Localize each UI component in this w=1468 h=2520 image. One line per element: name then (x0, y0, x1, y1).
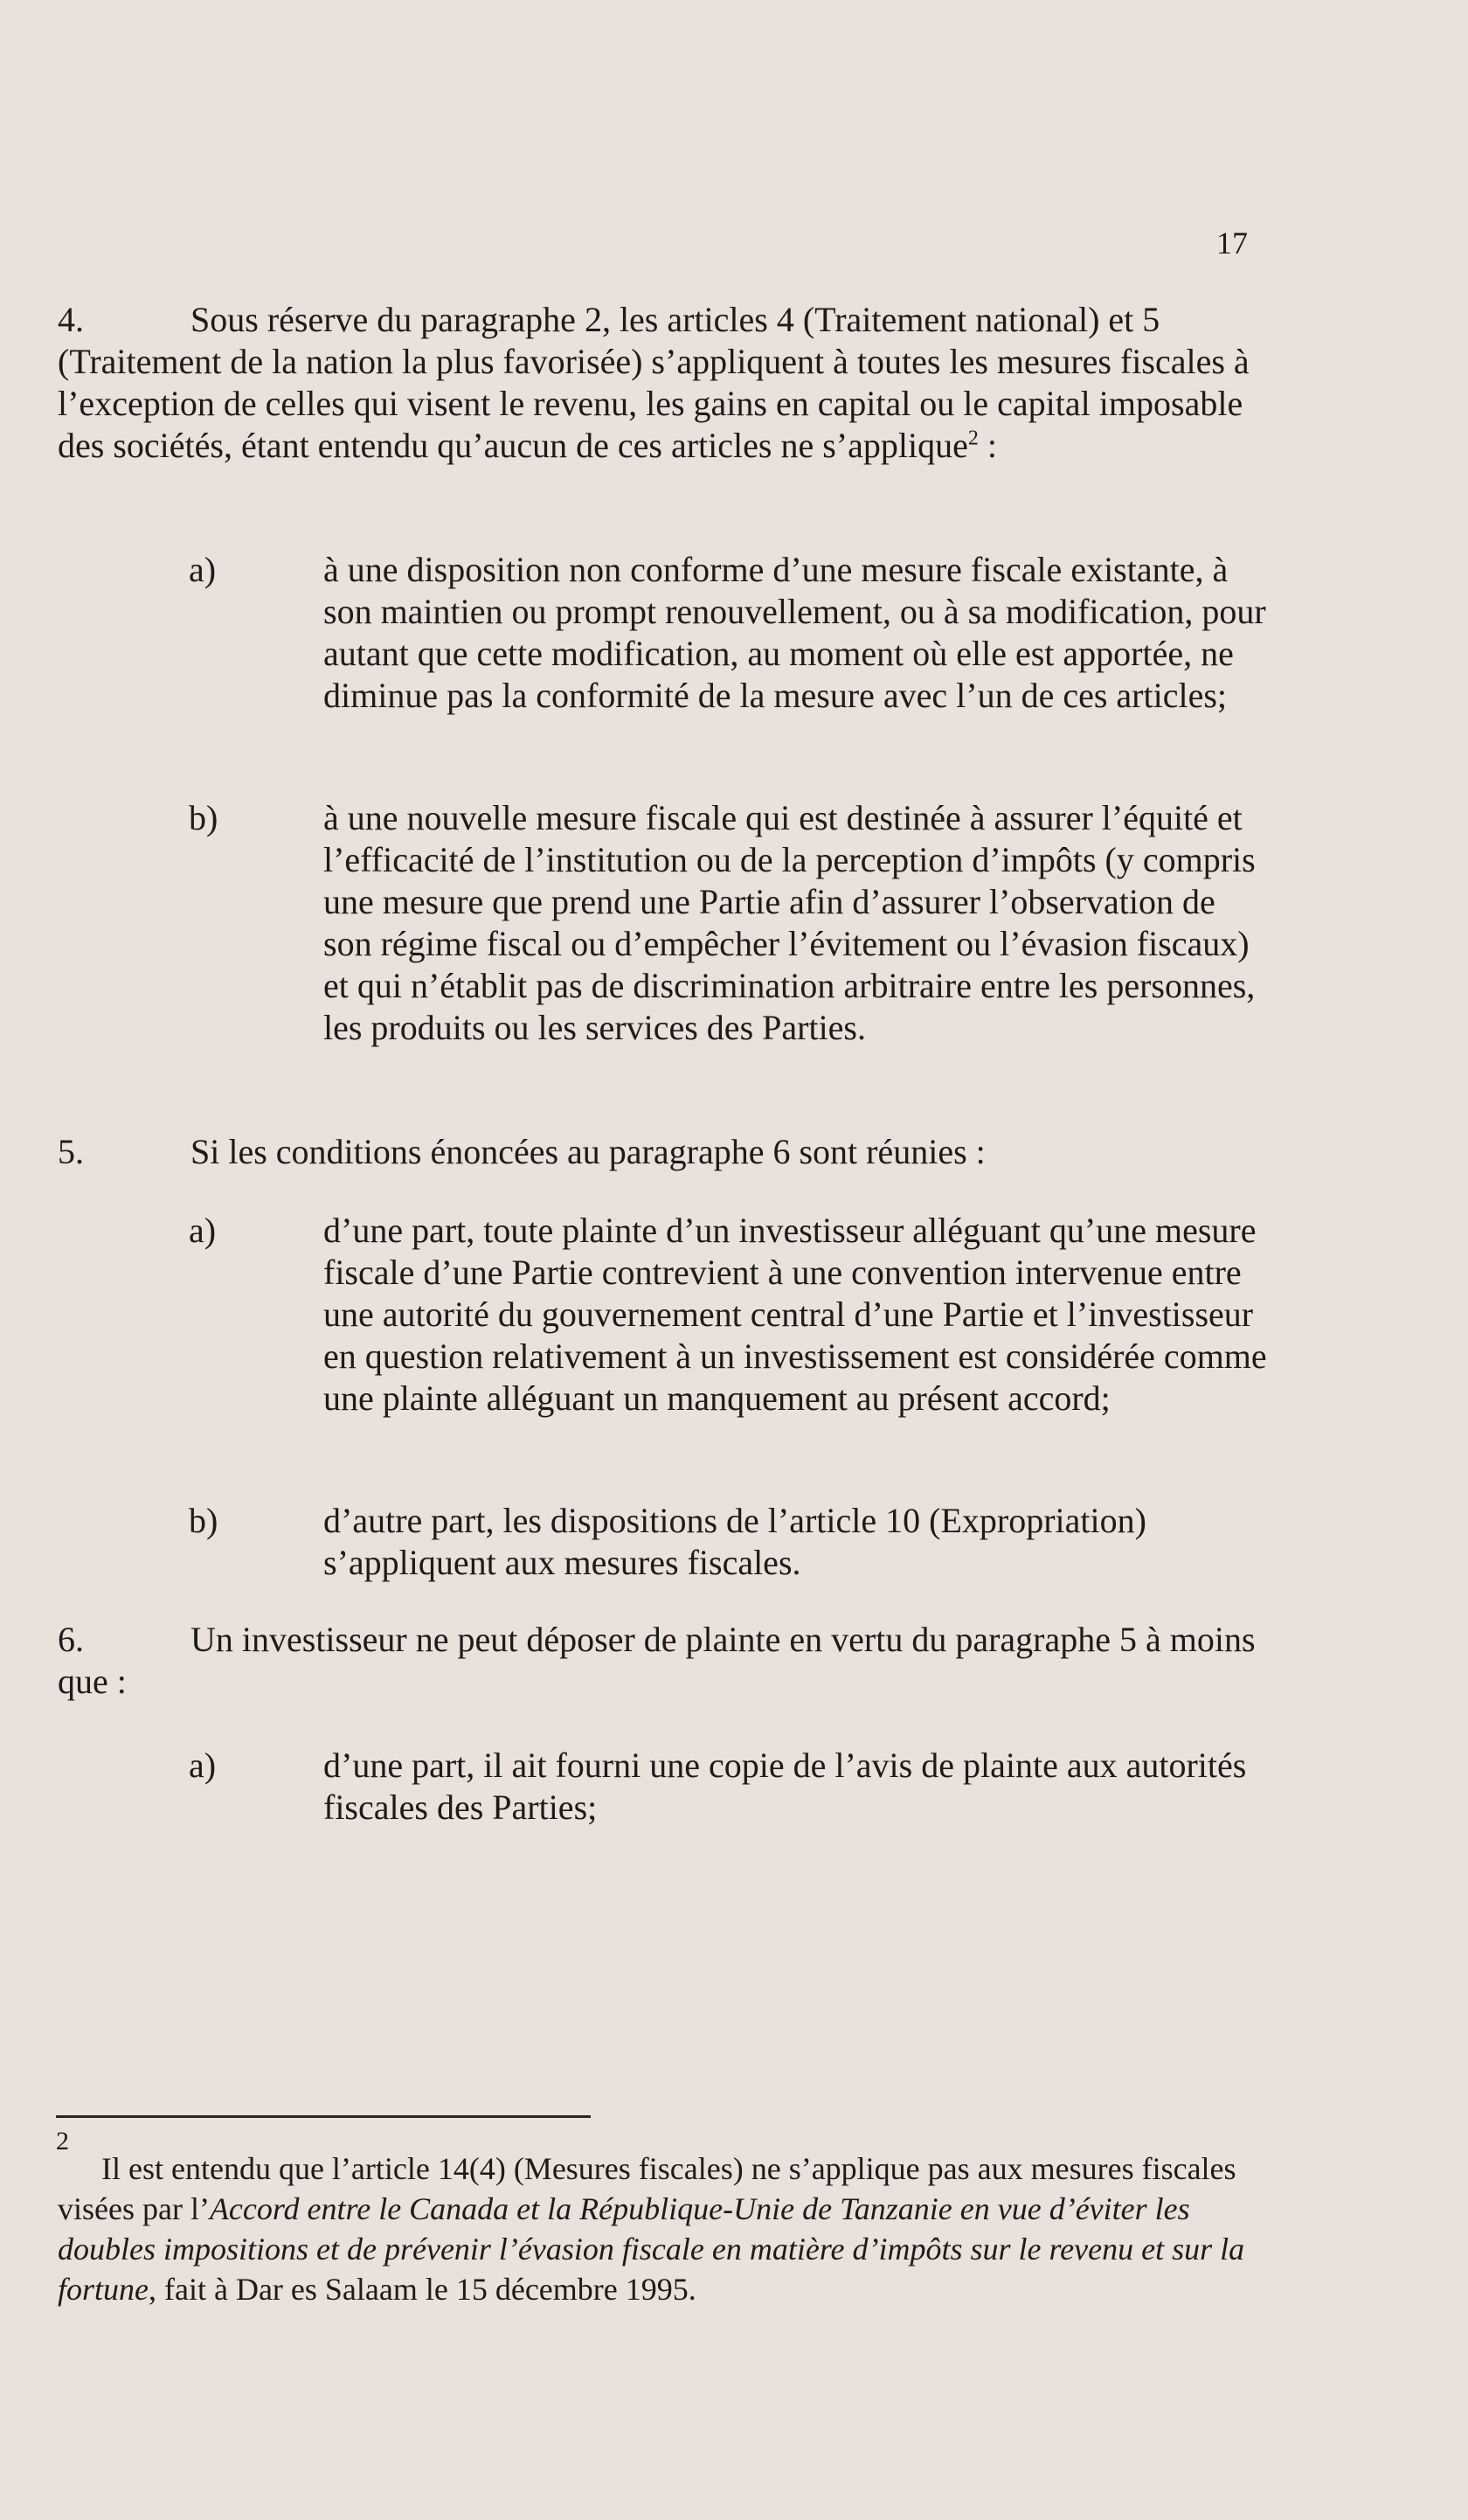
list-item-letter: a) (189, 550, 217, 589)
paragraph-text: Sous réserve du paragraphe 2, les articles 4 (Traitement national) et 5 (Traitement de la nation la plus favorisée) s’appliquent à toutes les mesures fiscales à l’exception de celles qui visent le revenu, les gains en capital ou le capital imposable des sociétés, étant entendu qu’aucun de ces articles ne s’applique (58, 300, 1250, 465)
list-item-letter: a) (189, 1746, 217, 1785)
list-item-text: à une nouvelle mesure fiscale qui est destinée à assurer l’équité et l’efficacité de l’institution ou de la perception d’impôts (y compris une mesure que prend une Partie afin d’assurer l’observation de son régime fiscal ou d’empêcher l’évitement ou l’évasion fiscaux) et qui n’établit pas de discrimination arbitraire entre les personnes, les produits ou les services des Parties. (323, 798, 1256, 1047)
paragraph-6 (58, 1619, 1264, 1703)
paragraph-5 (58, 1131, 1264, 1173)
paragraph-text: Si les conditions énoncées au paragraphe 6 sont réunies : (190, 1132, 986, 1171)
footnote-italic-title: Accord entre le Canada et la République-Unie de Tanzanie en vue d’éviter les doubles impositions et de prévenir l’évasion fiscale en matière d’impôts sur le revenu et sur la fortune (58, 2191, 1245, 2307)
list-item-text: d’autre part, les dispositions de l’article 10 (Expropriation) s’appliquent aux mesures fiscales. (323, 1501, 1146, 1582)
footnote-text-end: , fait à Dar es Salaam le 15 décembre 1995. (149, 2272, 696, 2307)
list-item-text: d’une part, toute plainte d’un investisseur alléguant qu’une mesure fiscale d’une Partie contrevient à une convention intervenue entre une autorité du gouvernement central d’une Partie et l’investisseur en question relativement à un investissement est considérée comme une plainte alléguant un manquement au présent accord; (323, 1211, 1267, 1418)
list-item-letter: a) (189, 1211, 217, 1250)
footnote-reference: 2 (967, 427, 979, 450)
list-item-letter: b) (189, 1501, 218, 1540)
list-item-text: à une disposition non conforme d’une mesure fiscale existante, à son maintien ou prompt renouvellement, ou à sa modification, pour autant que cette modification, au moment où elle est apportée, ne diminue pas la conformité de la mesure avec l’un de ces articles; (323, 550, 1266, 715)
paragraph-text-end: : (978, 426, 997, 465)
footnote-separator (56, 2115, 591, 2118)
list-item (189, 549, 1272, 717)
paragraph-number: 5. (58, 1132, 84, 1171)
list-item-letter: b) (189, 798, 218, 837)
footnote-number: 2 (56, 2127, 69, 2156)
list-item (189, 1745, 1272, 1829)
page-number: 17 (1216, 226, 1248, 260)
list-item (189, 1210, 1272, 1420)
paragraph-text: Un investisseur ne peut déposer de plainte en vertu du paragraphe 5 à moins que : (58, 1620, 1256, 1701)
footnote-text: Il est entendu que l’article 14(4) (Mesures fiscales) ne s’applique pas aux mesures fiscales visées par l’ (58, 2151, 1236, 2226)
footnote (58, 2149, 1246, 2309)
list-item (189, 1500, 1272, 1584)
list-item (189, 797, 1272, 1049)
paragraph-number: 6. (58, 1620, 84, 1659)
list-item-text: d’une part, il ait fourni une copie de l’avis de plainte aux autorités fiscales des Parties; (323, 1746, 1247, 1827)
paragraph-number: 4. (58, 300, 84, 339)
paragraph-4 (58, 299, 1264, 467)
